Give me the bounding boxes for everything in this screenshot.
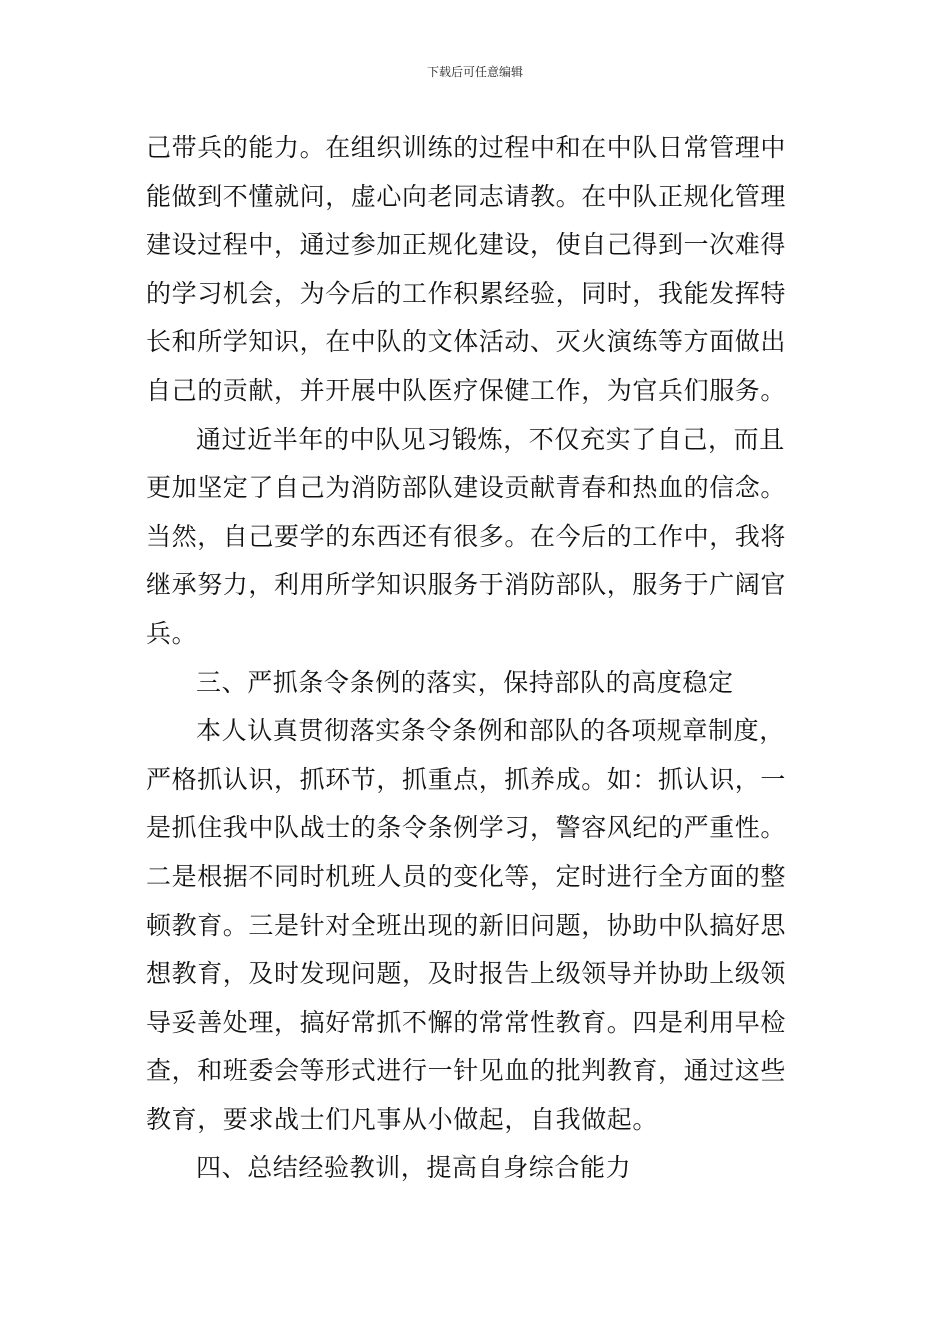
paragraph-start-line: 通过近半年的中队见习锻炼，不仅充实了自己，而且 — [196, 424, 785, 454]
text-line: 兵。 — [146, 618, 198, 648]
text-line: 己带兵的能力。在组织训练的过程中和在中队日常管理中 — [146, 133, 787, 162]
paragraph-start-line: 本人认真贯彻落实条令条例和部队的各项规章制度， — [196, 716, 785, 746]
text-line: 当然，自己要学的东西还有很多。在今后的工作中，我将 — [146, 521, 787, 551]
section-heading: 四、总结经验教训，提高自身综合能力 — [196, 1153, 632, 1183]
document-body — [146, 124, 810, 1193]
text-line: 能做到不懂就问，虚心向老同志请教。在中队正规化管理 — [146, 181, 787, 211]
text-line: 是抓住我中队战士的条令条例学习，警容风纪的严重性。 — [146, 813, 787, 843]
page-header: 下载后可任意编辑 — [426, 65, 523, 79]
text-line: 查，和班委会等形式进行一针见血的批判教育，通过这些 — [146, 1056, 787, 1086]
text-line: 二是根据不同时机班人员的变化等，定时进行全方面的整 — [146, 861, 787, 891]
text-line: 顿教育。三是针对全班出现的新旧问题，协助中队搞好思 — [146, 910, 787, 940]
text-line: 严格抓认识，抓环节，抓重点，抓养成。如：抓认识，一 — [146, 764, 787, 794]
text-line: 导妥善处理，搞好常抓不懈的常常性教育。四是利用早检 — [146, 1007, 787, 1037]
text-line: 长和所学知识，在中队的文体活动、灭火演练等方面做出 — [146, 327, 787, 357]
text-line: 教育，要求战士们凡事从小做起，自我做起。 — [146, 1104, 659, 1134]
text-line: 自己的贡献，并开展中队医疗保健工作，为官兵们服务。 — [146, 375, 787, 405]
section-heading: 三、严抓条令条例的落实，保持部队的高度稳定 — [196, 667, 734, 697]
text-line: 更加坚定了自己为消防部队建设贡献青春和热血的信念。 — [146, 473, 787, 503]
text-line: 的学习机会，为今后的工作积累经验，同时，我能发挥特 — [146, 278, 787, 308]
text-line: 继承努力，利用所学知识服务于消防部队，服务于广阔官 — [146, 570, 787, 600]
text-line: 想教育，及时发现问题，及时报告上级领导并协助上级领 — [146, 959, 787, 989]
text-line: 建设过程中，通过参加正规化建设，使自己得到一次难得 — [146, 230, 787, 260]
